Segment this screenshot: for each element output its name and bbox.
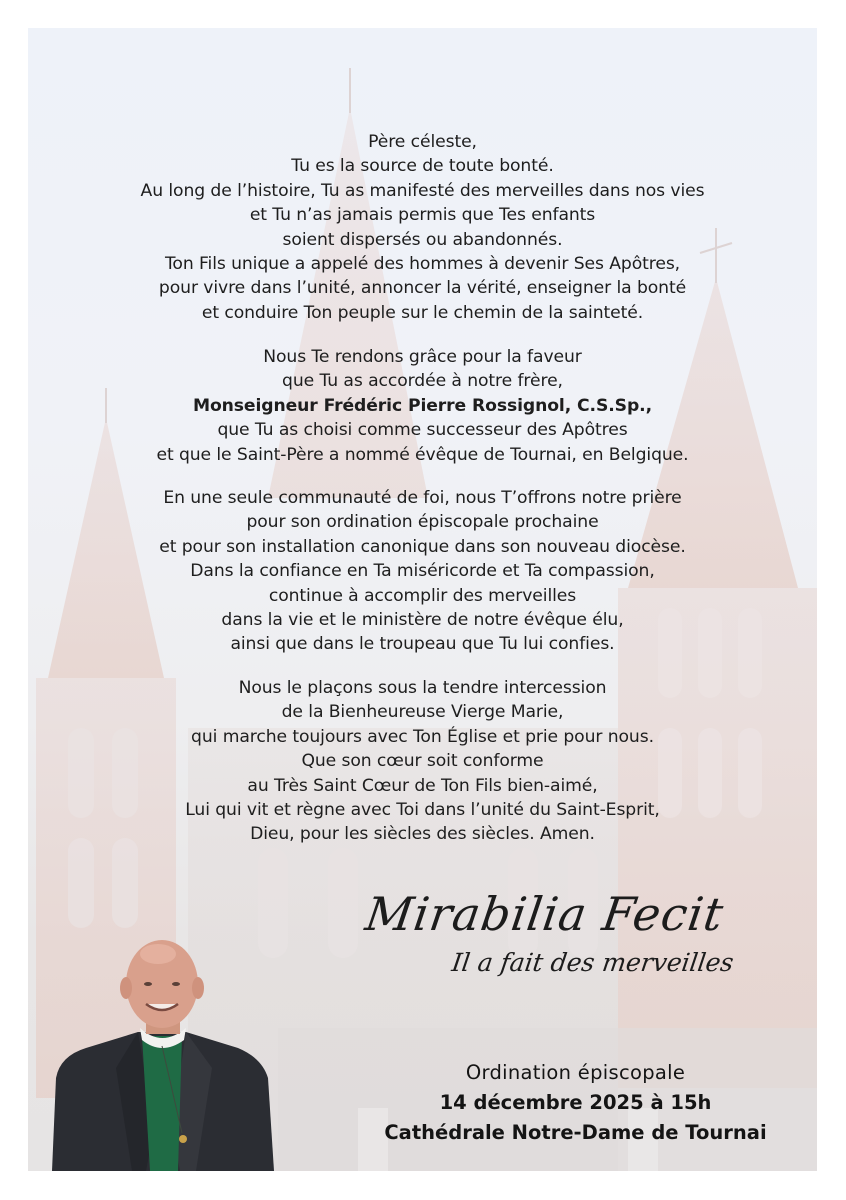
prayer-line: Que son cœur soit conforme — [301, 751, 544, 772]
motto-title: Mirabilia Fecit — [362, 887, 728, 941]
event-date: 14 décembre 2025 à 15h — [439, 1091, 712, 1114]
prayer-line: dans la vie et le ministère de notre évêque élu, — [221, 610, 624, 631]
prayer-stanza-3 — [28, 486, 817, 657]
prayer-line: Ton Fils unique a appelé des hommes à devenir Ses Apôtres, — [164, 254, 681, 275]
prayer-line: et Tu n’as jamais permis que Tes enfants — [249, 205, 596, 226]
prayer-line: Lui qui vit et règne avec Toi dans l’unité du Saint-Esprit, — [185, 800, 660, 821]
prayer-line: Tu es la source de toute bonté. — [291, 156, 554, 177]
prayer-line: que Tu as choisi comme successeur des Apôtres — [217, 420, 628, 441]
prayer-stanza-2 — [28, 345, 817, 467]
bishop-name: Monseigneur Frédéric Pierre Rossignol, C.S.Sp., — [192, 395, 653, 416]
prayer-line: Père céleste, — [368, 132, 477, 152]
motto-subtitle: Il a fait des merveilles — [450, 948, 736, 977]
event-type: Ordination épiscopale — [465, 1061, 686, 1084]
prayer-card — [28, 28, 817, 1171]
prayer-line: continue à accomplir des merveilles — [268, 585, 577, 606]
prayer-line: et conduire Ton peuple sur le chemin de la sainteté. — [201, 302, 644, 323]
prayer-line: Nous le plaçons sous la tendre intercession — [238, 678, 607, 698]
event-place: Cathédrale Notre-Dame de Tournai — [384, 1121, 767, 1144]
prayer-stanza-4 — [28, 676, 817, 847]
prayer-line: En une seule communauté de foi, nous T’offrons notre prière — [163, 488, 682, 508]
prayer-line: qui marche toujours avec Ton Église et prie pour nous. — [191, 726, 654, 747]
prayer-line: et que le Saint-Père a nommé évêque de Tournai, en Belgique. — [156, 444, 689, 465]
bishop-portrait-image — [46, 928, 278, 1171]
prayer-line: Dieu, pour les siècles des siècles. Amen. — [250, 824, 595, 845]
prayer-line: que Tu as accordée à notre frère, — [282, 371, 563, 392]
prayer-line: Nous Te rendons grâce pour la faveur — [263, 347, 582, 367]
prayer-line: soient dispersés ou abandonnés. — [282, 229, 563, 250]
prayer-line: pour son ordination épiscopale prochaine — [246, 512, 599, 533]
prayer-line: Au long de l’histoire, Tu as manifesté des merveilles dans nos vies — [140, 180, 705, 201]
prayer-line: ainsi que dans le troupeau que Tu lui confies. — [230, 634, 615, 655]
prayer-line: Dans la confiance en Ta miséricorde et Ta compassion, — [190, 561, 655, 582]
episcopal-motto — [362, 886, 806, 977]
prayer-line: pour vivre dans l’unité, annoncer la vérité, enseigner la bonté — [158, 278, 687, 299]
prayer-stanza-1 — [28, 130, 817, 325]
prayer-line: au Très Saint Cœur de Ton Fils bien-aimé, — [247, 775, 598, 796]
event-details — [338, 1058, 813, 1148]
prayer-line: de la Bienheureuse Vierge Marie, — [281, 702, 564, 723]
prayer-line: et pour son installation canonique dans son nouveau diocèse. — [159, 536, 686, 557]
